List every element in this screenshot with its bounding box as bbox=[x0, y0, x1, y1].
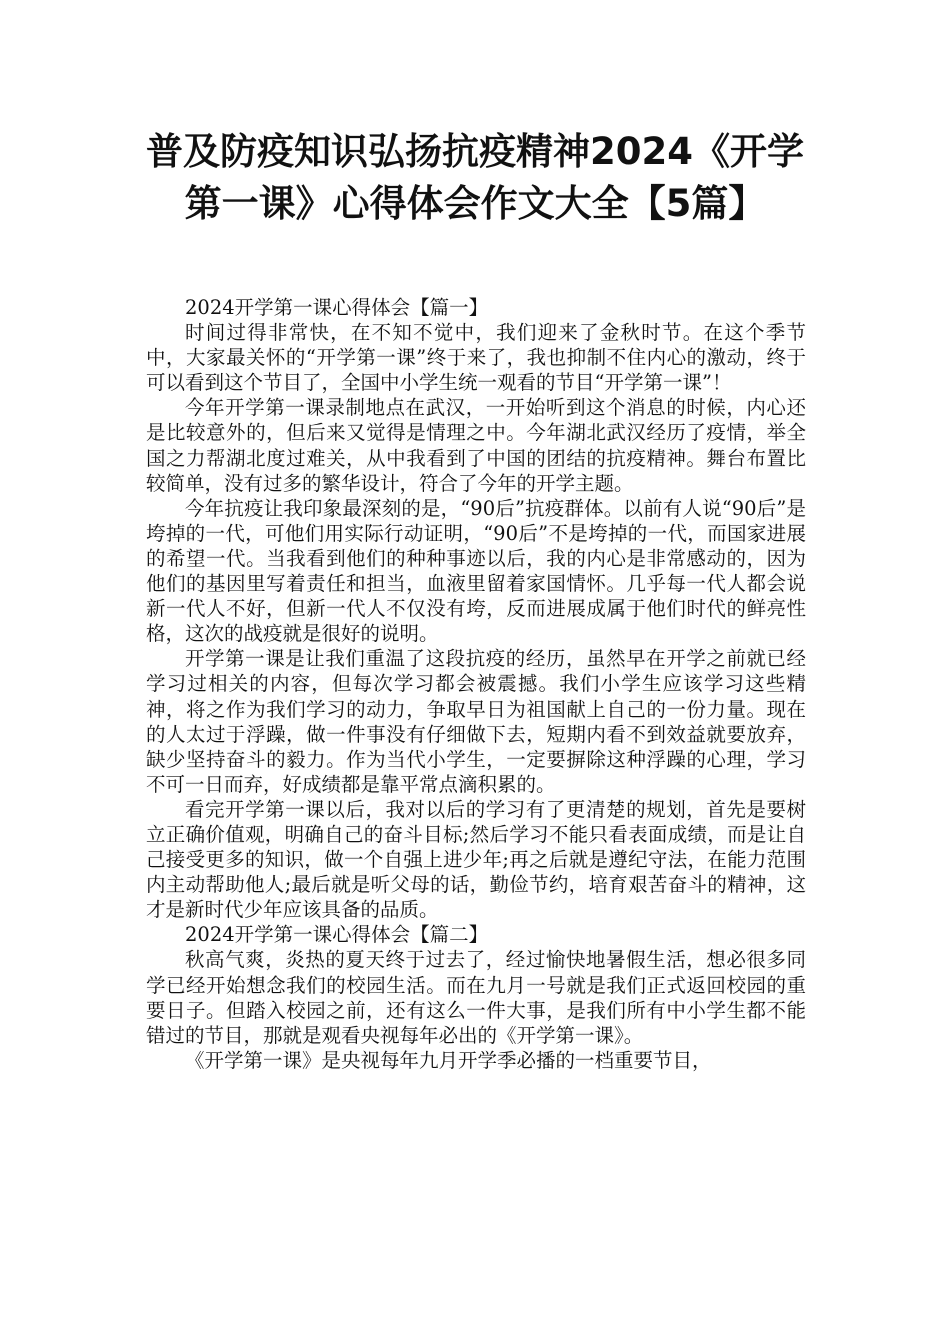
paragraph: 秋高气爽，炎热的夏天终于过去了，经过愉快地暑假生活，想必很多同学已经开始想念我们的校园生活。而在九月一号就是我们正式返回校园的重要日子。但踏入校园之前，还有这么一件大事，是我们所有中小学生都不能错过的节目，那就是观看央视每年必出的《开学第一课》。 bbox=[146, 948, 806, 1047]
document-title bbox=[100, 126, 850, 230]
paragraph: 时间过得非常快，在不知不觉中，我们迎来了金秋时节。在这个季节中，大家最关怀的“开学第一课”终于来了，我也抑制不住内心的激动，终于可以看到这个节目了，全国中小学生统一观看的节目“开学第一课”！ bbox=[146, 321, 806, 395]
paragraph: 今年抗疫让我印象最深刻的是，“90后”抗疫群体。以前有人说“90后”是垮掉的一代，可他们用实际行动证明，“90后”不是垮掉的一代，而国家进展的希望一代。当我看到他们的种种事迹以后，我的内心是非常感动的，因为他们的基因里写着责任和担当，血液里留着家国情怀。几乎每一代人都会说新一代人不好，但新一代人不仅没有垮，反而进展成属于他们时代的鲜亮性格，这次的战疫就是很好的说明。 bbox=[146, 496, 806, 646]
paragraph: 《开学第一课》是央视每年九月开学季必播的一档重要节目， bbox=[185, 1048, 712, 1072]
section-heading: 2024开学第一课心得体会【篇一】 bbox=[185, 296, 489, 319]
paragraph: 开学第一课是让我们重温了这段抗疫的经历，虽然早在开学之前就已经学习过相关的内容，但每次学习都会被震撼。我们小学生应该学习这些精神，将之作为我们学习的动力，争取早日为祖国献上自己的一份力量。现在的人太过于浮躁，做一件事没有仔细做下去，短期内看不到效益就要放弃，缺少坚持奋斗的毅力。作为当代小学生，一定要摒除这种浮躁的心理，学习不可一日而弃，好成绩都是靠平常点滴积累的。 bbox=[146, 647, 806, 796]
title-line-2: 第一课》心得体会作文大全【5篇】 bbox=[184, 182, 766, 225]
section-heading: 2024开学第一课心得体会【篇二】 bbox=[185, 923, 489, 947]
title-line-1: 普及防疫知识弘扬抗疫精神2024《开学 bbox=[146, 130, 804, 173]
paragraph: 看完开学第一课以后，我对以后的学习有了更清楚的规划，首先是要树立正确价值观，明确自己的奋斗目标;然后学习不能只看表面成绩，而是让自己接受更多的知识，做一个自强上进少年;再之后就是遵纪守法，在能力范围内主动帮助他人;最后就是听父母的话，勤俭节约，培育艰苦奋斗的精神，这才是新时代少年应该具备的品质。 bbox=[146, 797, 806, 922]
paragraph: 今年开学第一课录制地点在武汉，一开始听到这个消息的时候，内心还是比较意外的，但后来又觉得是情理之中。今年湖北武汉经历了疫情，举全国之力帮湖北度过难关，从中我看到了中国的团结的抗疫精神。舞台布置比较简单，没有过多的繁华设计，符合了今年的开学主题。 bbox=[146, 396, 806, 495]
article-body bbox=[146, 295, 806, 1073]
